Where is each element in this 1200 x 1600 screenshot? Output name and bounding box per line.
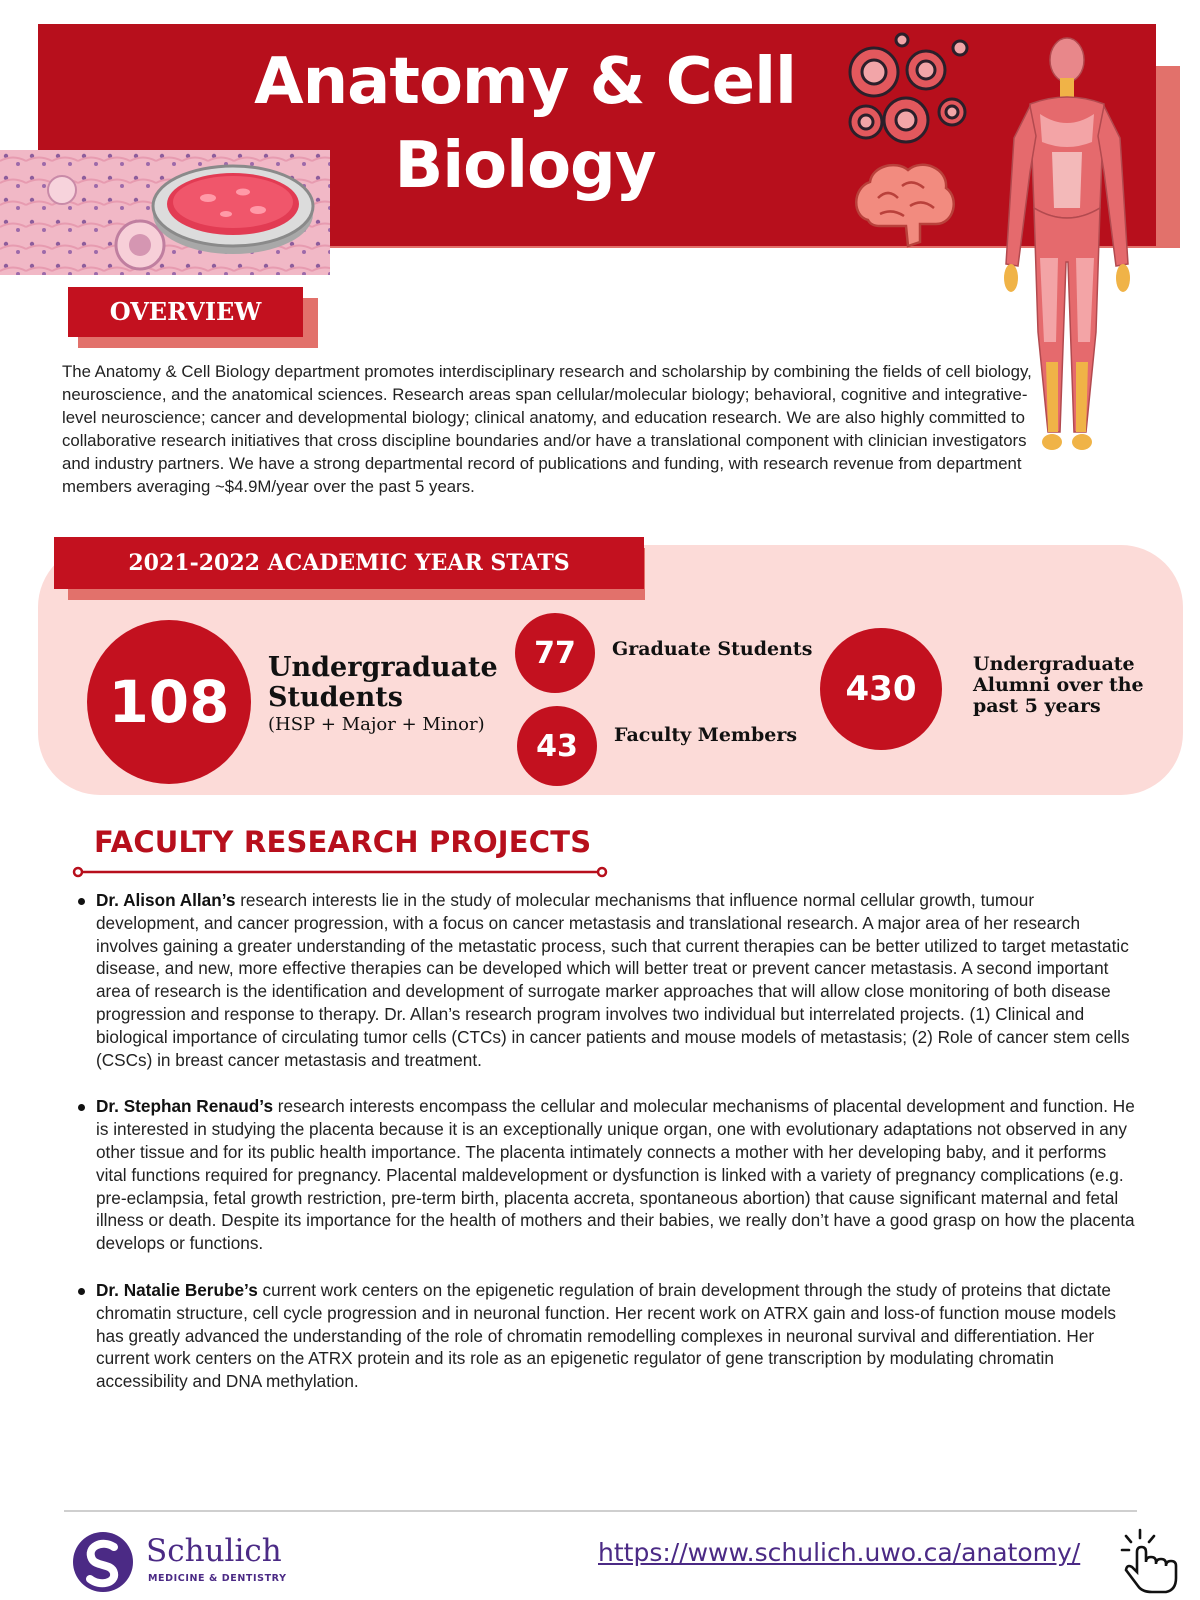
research-description: research interests lie in the study of molecular mechanisms that influence normal cellular growth, tumour development, and cancer progression, with a focus on cancer metastasis and translational research. A major area of her research involves gaining a greater understanding of the metastatic process, such that current therapies can be better utilized to target metastatic disease, and new, more effective therapies can be developed which will better treat or prevent cancer metastasis. A second important area of research is the identification and development of surrogate marker approaches that will allow close monitoring of both disease progression and response to therapy. Dr. Allan’s research program involves two individual but interrelated projects. (1) Clinical and biological importance of circulating tumor cells (CTCs) in cancer patients and mouse models of metastasis; (2) Role of cancer stem cells (CSCs) in breast cancer metastasis and treatment. [96,890,1130,1070]
research-description: current work centers on the epigenetic regulation of brain development through the study of proteins that dictate chromatin structure, cell cycle progression and in neuronal function. Her recent work on ATRX gain and loss-of function mouse models has greatly advanced the understanding of the role of chromatin remodelling complexes in neuronal survival and differentiation. Her current work centers on the ATRX protein and its role as an epigenetic regulator of gene transcription by modulating chromatin accessibility and DNA methylation. [96,1279,1116,1392]
page-title-line1: Anatomy & Cell [254,45,796,119]
page-title [200,40,850,208]
alumni-count: 430 [820,628,942,750]
faculty-label: Faculty Members [614,724,798,746]
research-heading: FACULTY RESEARCH PROJECTS [94,825,592,859]
research-list [78,889,1140,1417]
overview-label: OVERVIEW [68,287,303,337]
brain-icon [850,158,960,250]
logo-name: Schulich [146,1533,282,1569]
footer-divider [64,1510,1137,1512]
faculty-count: 43 [517,706,597,786]
page-title-line2: Biology [394,129,656,203]
overview-text: The Anatomy & Cell Biology department promotes interdisciplinary research and scholarship by combining the fields of cell biology, neuroscience, and the anatomical sciences. Research areas span cellular/molecular biology; behavioral, cognitive and integrative-level neuroscience; cancer and developmental biology; clinical anatomy, and education research. We are also highly committed to collaborative research initiatives that cross discipline boundaries and/or have a translational component with clinician investigators and industry partners. We have a strong departmental record of publications and funding, with research revenue from department members averaging ~$4.9M/year over the past 5 years. [62,362,1032,496]
department-website-link[interactable]: https://www.schulich.uwo.ca/anatomy/ [598,1538,1081,1567]
researcher-name: Dr. Stephan Renaud’s [96,1096,274,1117]
click-hand-icon [1118,1526,1188,1596]
researcher-name: Dr. Alison Allan’s [96,890,236,910]
schulich-logo-icon [72,1531,134,1593]
graduate-count: 77 [515,613,595,693]
cells-icon [842,30,972,150]
graduate-label: Graduate Students [612,638,813,660]
undergrad-label: Undergraduate Students [268,652,498,713]
stats-label: 2021-2022 ACADEMIC YEAR STATS [54,537,644,589]
alumni-label: Undergraduate Alumni over the past 5 years [973,653,1144,717]
research-item-allan [78,889,1140,1071]
undergrad-sublabel: (HSP + Major + Minor) [268,714,485,735]
heading-rule-divider [72,866,608,878]
undergrad-count: 108 [87,620,251,784]
logo-subtitle: MEDICINE & DENTISTRY [148,1573,287,1584]
research-item-renaud [78,1095,1140,1255]
research-item-berube [78,1279,1140,1393]
researcher-name: Dr. Natalie Berube’s [96,1279,258,1300]
research-description: research interests encompass the cellular and molecular mechanisms of placental development and function. He is interested in studying the placenta because it is an exceptionally unique organ, one with evolutionary adaptations not observed in any other tissue and for its public health importance. The placenta intimately connects a mother with her developing baby, and it performs vital functions required for pregnancy. Placental maldevelopment or dysfunction is linked with a variety of pregnancy complications (e.g. pre-eclampsia, fetal growth restriction, pre-term birth, placenta accreta, spontaneous abortion) that cause significant maternal and fetal illness or death. Despite its importance for the health of mothers and their babies, we really don’t have a good grasp on how the placenta develops or functions. [96,1096,1135,1254]
